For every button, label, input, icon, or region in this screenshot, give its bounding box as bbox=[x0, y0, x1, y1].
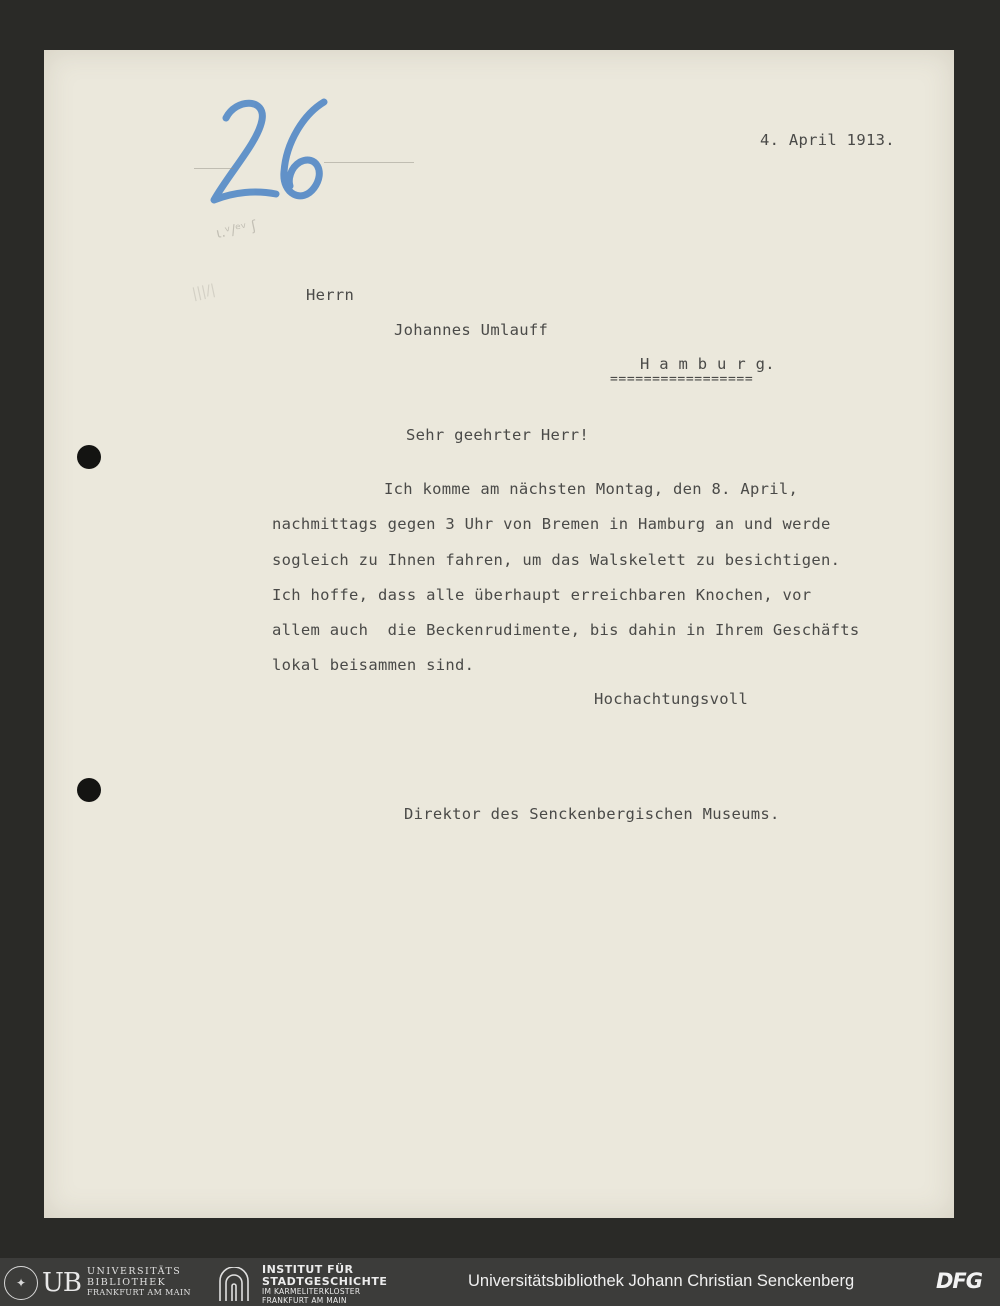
ub-logo-text bbox=[87, 1267, 191, 1299]
body-line-5: allem auch die Beckenrudimente, bis dahin in Ihrem Geschäfts bbox=[272, 621, 860, 639]
body-line-4: Ich hoffe, dass alle überhaupt erreichbaren Knochen, vor bbox=[272, 586, 812, 604]
punch-hole-bottom bbox=[77, 778, 101, 802]
recipient-name: Johannes Umlauff bbox=[394, 321, 549, 339]
ub-seal-icon: ✦ bbox=[4, 1266, 38, 1300]
isg-line-3: IM KARMELITERKLOSTER bbox=[262, 1287, 361, 1296]
city-underline: ================= bbox=[610, 372, 754, 387]
recipient-city: H a m b u r g. bbox=[640, 355, 775, 373]
viewer-footer bbox=[0, 1258, 1000, 1306]
isg-logo-text bbox=[262, 1264, 387, 1305]
dfg-logo[interactable]: DFG bbox=[936, 1269, 983, 1293]
letter-date: 4. April 1913. bbox=[760, 131, 895, 149]
signature-line: Direktor des Senckenbergischen Museums. bbox=[404, 805, 780, 823]
ub-logo-letters: UB bbox=[42, 1268, 82, 1298]
pencil-annotation: ɩ.ᵛ/ᵉᵛ ʃ bbox=[214, 217, 258, 243]
pencil-stroke-2 bbox=[194, 168, 234, 169]
ub-logo-line-2: BIBLIOTHEK bbox=[87, 1276, 167, 1288]
isg-line-4: FRANKFURT AM MAIN bbox=[262, 1295, 347, 1305]
recipient-title: Herrn bbox=[306, 286, 355, 304]
body-line-3: sogleich zu Ihnen fahren, um das Walskelett zu besichtigen. bbox=[272, 551, 841, 569]
punch-hole-top bbox=[77, 445, 101, 469]
closing: Hochachtungsvoll bbox=[594, 690, 749, 708]
pencil-annotation-faint: |||/| bbox=[190, 281, 217, 303]
body-line-1: Ich komme am nächsten Montag, den 8. April, bbox=[384, 480, 799, 498]
isg-line-1: INSTITUT FÜR bbox=[262, 1263, 354, 1276]
letter-sheet bbox=[44, 50, 954, 1218]
isg-line-2: STADTGESCHICHTE bbox=[262, 1275, 388, 1288]
pencil-stroke bbox=[324, 162, 414, 163]
folio-number-text: 26 bbox=[204, 90, 205, 91]
ub-logo-line-1: UNIVERSITÄTS bbox=[87, 1266, 182, 1278]
greeting: Sehr geehrter Herr! bbox=[406, 426, 590, 444]
body-line-2: nachmittags gegen 3 Uhr von Bremen in Hamburg an und werde bbox=[272, 515, 831, 533]
body-line-6: lokal beisammen sind. bbox=[272, 656, 475, 674]
isg-arches-icon bbox=[216, 1267, 252, 1303]
ub-logo-line-3: FRANKFURT AM MAIN bbox=[87, 1288, 191, 1298]
ub-logo[interactable] bbox=[4, 1266, 191, 1300]
isg-logo[interactable] bbox=[216, 1264, 387, 1305]
folio-number-mark bbox=[204, 90, 344, 225]
footer-library-title: Universitätsbibliothek Johann Christian Senckenberg bbox=[468, 1272, 855, 1290]
